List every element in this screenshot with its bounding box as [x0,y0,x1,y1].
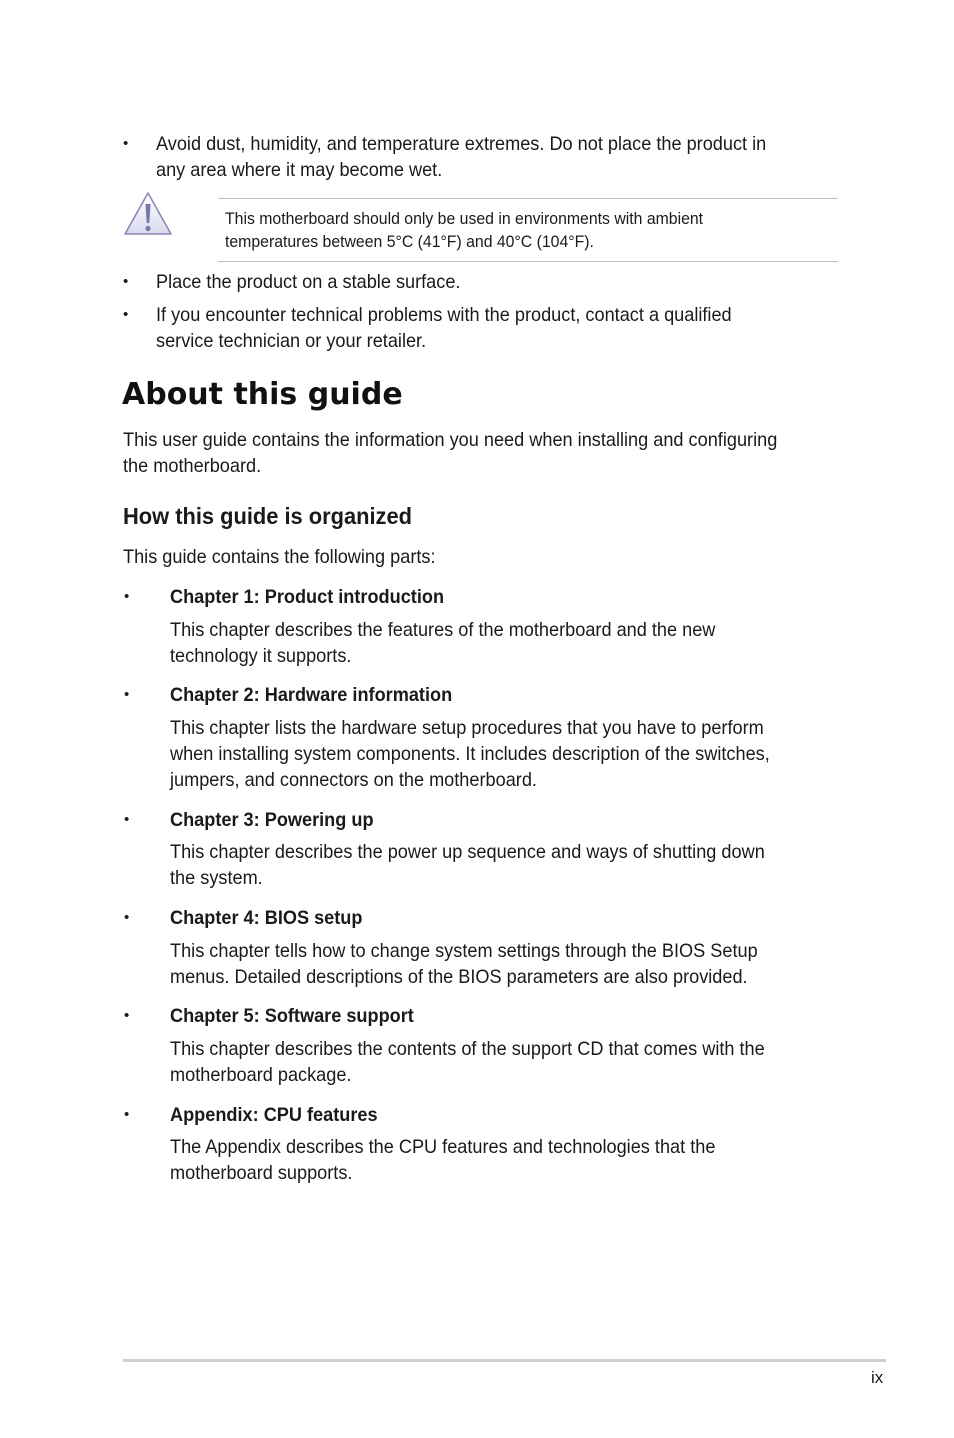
chapter-desc-line: jumpers, and connectors on the motherboard. [170,769,537,791]
safety-bullet-line: If you encounter technical problems with the product, contact a qualified [156,304,732,326]
note-bottom-rule [218,261,838,262]
subsection-intro: This guide contains the following parts: [123,546,436,568]
subsection-title: How this guide is organized [123,503,412,529]
chapter-desc-line: menus. Detailed descriptions of the BIOS parameters are also provided. [170,966,748,988]
chapter-desc-line: The Appendix describes the CPU features and technologies that the [170,1136,716,1158]
caution-note-line: temperatures between 5°C (41°F) and 40°C (104°F). [225,232,594,251]
bullet-marker: • [124,686,130,703]
section-title: About this guide [122,377,403,412]
chapter-desc-line: technology it supports. [170,645,352,667]
chapter-desc-line: motherboard supports. [170,1162,353,1184]
section-intro-line: the motherboard. [123,455,262,477]
chapter-desc-line: motherboard package. [170,1064,352,1086]
chapter-desc-line: This chapter describes the power up sequence and ways of shutting down [170,841,765,863]
footer-rule [123,1359,886,1362]
bullet-marker: • [123,273,129,290]
chapter-desc-line: This chapter lists the hardware setup procedures that you have to perform [170,717,764,739]
bullet-marker: • [124,588,130,605]
bullet-marker: • [123,135,129,152]
chapter-desc-line: This chapter describes the contents of the support CD that comes with the [170,1038,765,1060]
chapter-title: Chapter 5: Software support [170,1005,414,1027]
caution-triangle-icon [122,190,174,238]
caution-note-line: This motherboard should only be used in environments with ambient [225,209,704,228]
chapter-title: Chapter 4: BIOS setup [170,907,363,929]
chapter-title: Appendix: CPU features [170,1104,378,1126]
section-intro-line: This user guide contains the information you need when installing and configuring [123,429,778,451]
chapter-title: Chapter 2: Hardware information [170,684,453,706]
safety-bullet-line: Place the product on a stable surface. [156,271,461,293]
chapter-desc-line: the system. [170,867,263,889]
chapter-desc-line: This chapter describes the features of the motherboard and the new [170,619,716,641]
safety-bullet-line: service technician or your retailer. [156,330,427,352]
chapter-title: Chapter 1: Product introduction [170,586,445,608]
chapter-desc-line: This chapter tells how to change system settings through the BIOS Setup [170,940,758,962]
bullet-marker: • [123,306,129,323]
bullet-marker: • [124,909,130,926]
bullet-marker: • [124,1007,130,1024]
bullet-marker: • [124,811,130,828]
chapter-desc-line: when installing system components. It includes description of the switches, [170,743,770,765]
safety-bullet-line: any area where it may become wet. [156,159,443,181]
safety-bullet-line: Avoid dust, humidity, and temperature extremes. Do not place the product in [156,133,767,155]
chapter-title: Chapter 3: Powering up [170,809,374,831]
note-top-rule [218,198,838,199]
bullet-marker: • [124,1106,130,1123]
page-number: ix [871,1368,884,1387]
